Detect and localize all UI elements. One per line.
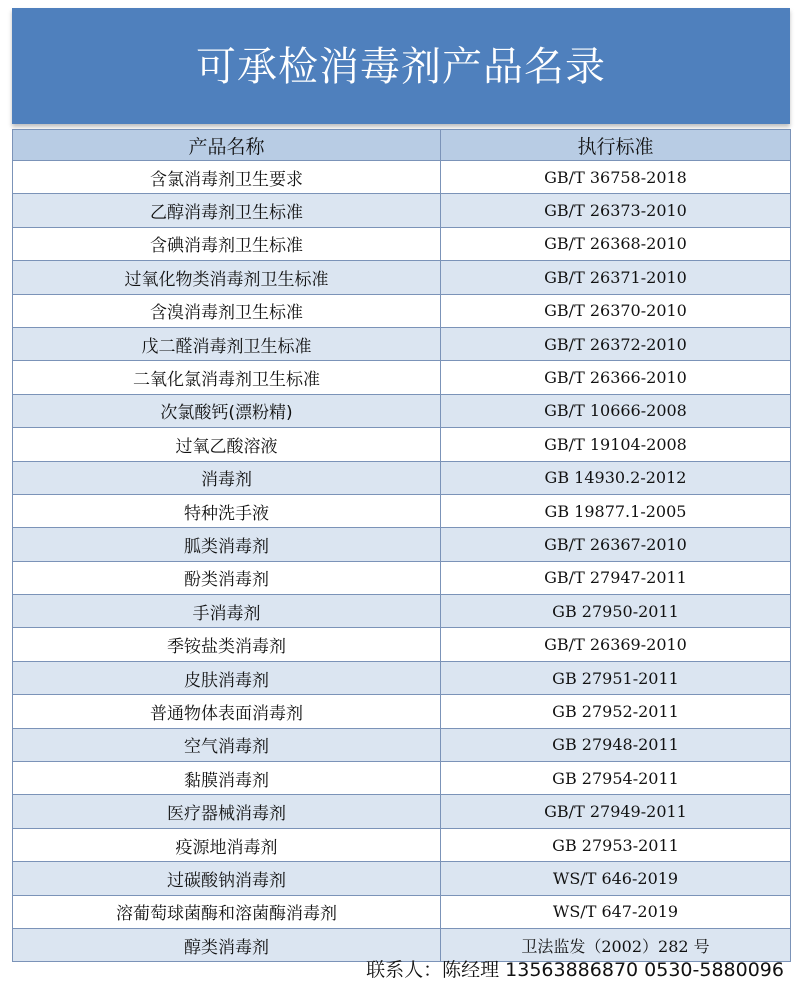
- table-row: [13, 628, 791, 661]
- product-name-cell: 过碳酸钠消毒剂: [13, 862, 441, 895]
- standard-cell: WS/T 646-2019: [441, 862, 791, 895]
- standard-cell: GB 27952-2011: [441, 695, 791, 728]
- table-row: [13, 595, 791, 628]
- table-row: [13, 494, 791, 527]
- standard-cell: GB/T 26368-2010: [441, 227, 791, 260]
- table-row: [13, 227, 791, 260]
- product-name-cell: 医疗器械消毒剂: [13, 795, 441, 828]
- table-body: [13, 161, 791, 962]
- product-name-cell: 溶葡萄球菌酶和溶菌酶消毒剂: [13, 895, 441, 928]
- standard-cell: GB 27951-2011: [441, 661, 791, 694]
- table-row: [13, 762, 791, 795]
- standard-cell: GB/T 27947-2011: [441, 561, 791, 594]
- standard-cell: 卫法监发（2002）282 号: [441, 928, 791, 961]
- table-row: [13, 828, 791, 861]
- product-name-cell: 黏膜消毒剂: [13, 762, 441, 795]
- header-product-name: 产品名称: [13, 130, 441, 161]
- table-row: [13, 461, 791, 494]
- product-name-cell: 含氯消毒剂卫生要求: [13, 161, 441, 194]
- product-name-cell: 消毒剂: [13, 461, 441, 494]
- table-row: [13, 361, 791, 394]
- product-name-cell: 手消毒剂: [13, 595, 441, 628]
- product-name-cell: 酚类消毒剂: [13, 561, 441, 594]
- standard-cell: GB/T 26372-2010: [441, 327, 791, 360]
- product-name-cell: 普通物体表面消毒剂: [13, 695, 441, 728]
- standard-cell: GB/T 36758-2018: [441, 161, 791, 194]
- table-row: [13, 428, 791, 461]
- product-name-cell: 次氯酸钙(漂粉精): [13, 394, 441, 427]
- product-name-cell: 二氧化氯消毒剂卫生标准: [13, 361, 441, 394]
- standard-cell: GB/T 10666-2008: [441, 394, 791, 427]
- page-title: 可承检消毒剂产品名录: [196, 43, 606, 90]
- table-row: [13, 261, 791, 294]
- standard-cell: WS/T 647-2019: [441, 895, 791, 928]
- product-name-cell: 含溴消毒剂卫生标准: [13, 294, 441, 327]
- table-row: [13, 294, 791, 327]
- standard-cell: GB/T 26369-2010: [441, 628, 791, 661]
- standard-cell: GB/T 26370-2010: [441, 294, 791, 327]
- table-row: [13, 327, 791, 360]
- standard-cell: GB/T 26371-2010: [441, 261, 791, 294]
- table-row: [13, 394, 791, 427]
- table-row: [13, 795, 791, 828]
- title-banner: [12, 8, 790, 124]
- product-name-cell: 乙醇消毒剂卫生标准: [13, 194, 441, 227]
- product-name-cell: 季铵盐类消毒剂: [13, 628, 441, 661]
- product-name-cell: 醇类消毒剂: [13, 928, 441, 961]
- table-row: [13, 895, 791, 928]
- table-row: [13, 194, 791, 227]
- standard-cell: GB/T 19104-2008: [441, 428, 791, 461]
- product-name-cell: 戊二醛消毒剂卫生标准: [13, 327, 441, 360]
- product-name-cell: 胍类消毒剂: [13, 528, 441, 561]
- product-name-cell: 含碘消毒剂卫生标准: [13, 227, 441, 260]
- standard-cell: GB 27953-2011: [441, 828, 791, 861]
- standard-cell: GB 27950-2011: [441, 595, 791, 628]
- standard-cell: GB/T 27949-2011: [441, 795, 791, 828]
- table-row: [13, 561, 791, 594]
- product-name-cell: 过氧化物类消毒剂卫生标准: [13, 261, 441, 294]
- table-row: [13, 728, 791, 761]
- product-name-cell: 疫源地消毒剂: [13, 828, 441, 861]
- product-name-cell: 特种洗手液: [13, 494, 441, 527]
- table-row: [13, 528, 791, 561]
- table-row: [13, 862, 791, 895]
- product-table-container: [12, 129, 790, 962]
- standard-cell: GB/T 26373-2010: [441, 194, 791, 227]
- standard-cell: GB/T 26367-2010: [441, 528, 791, 561]
- standard-cell: GB 14930.2-2012: [441, 461, 791, 494]
- table-row: [13, 661, 791, 694]
- product-name-cell: 空气消毒剂: [13, 728, 441, 761]
- standard-cell: GB 27948-2011: [441, 728, 791, 761]
- contact-info: 联系人：陈经理 13563886870 0530-5880096: [366, 959, 784, 981]
- header-standard: 执行标准: [441, 130, 791, 161]
- product-name-cell: 皮肤消毒剂: [13, 661, 441, 694]
- product-name-cell: 过氧乙酸溶液: [13, 428, 441, 461]
- standard-cell: GB 27954-2011: [441, 762, 791, 795]
- standard-cell: GB 19877.1-2005: [441, 494, 791, 527]
- table-row: [13, 161, 791, 194]
- table-row: [13, 695, 791, 728]
- product-table: [12, 129, 791, 962]
- table-header-row: [13, 130, 791, 161]
- standard-cell: GB/T 26366-2010: [441, 361, 791, 394]
